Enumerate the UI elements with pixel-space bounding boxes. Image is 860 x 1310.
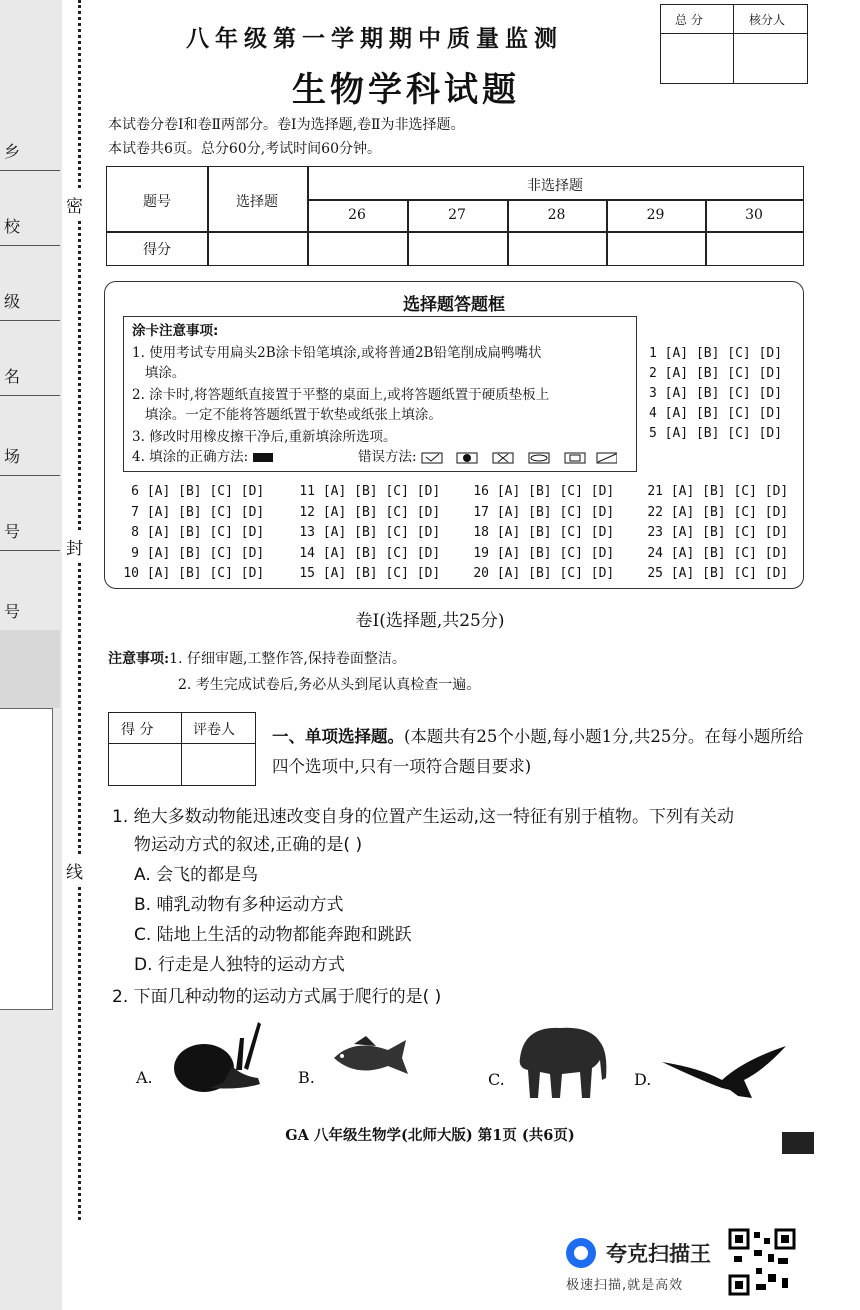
answer-row-20[interactable] [469,566,614,581]
answer-options[interactable]: [A] [B] [C] [D] [664,386,783,401]
question-1-option-a: A. 会飞的都是鸟 [134,865,259,885]
question-1-stem: 1. 绝大多数动物能迅速改变自身的位置产生运动,这一特征有别于植物。下列有关动 [112,807,735,827]
answer-row-12[interactable] [295,505,440,520]
option-b-label: B. [298,1068,315,1087]
snail-icon [170,1018,266,1094]
answer-row-24[interactable] [643,546,788,561]
answer-number: 22 [647,504,663,520]
answer-row-25[interactable] [643,566,788,581]
answer-number: 23 [647,525,663,540]
section-title: 卷Ⅰ(选择题,共25分) [355,611,505,631]
answer-options[interactable]: [A] [B] [C] [D] [146,545,265,561]
answer-number: 17 [473,504,489,520]
answer-number: 7 [131,504,139,520]
answer-number: 3 [649,386,657,401]
answer-number: 10 [123,566,139,581]
page-footer: GA 八年级生物学(北师大版) 第1页 (共6页) [285,1127,575,1144]
answer-row-6[interactable] [119,484,264,499]
subject-title: 生物学科试题 [292,70,520,110]
table-cell: 28 [547,207,566,223]
intro-line: 本试卷共6页。总分60分,考试时间60分钟。 [108,141,381,157]
answer-row-22[interactable] [643,505,788,520]
answer-row-15[interactable] [295,566,440,581]
answer-number: 19 [473,545,489,561]
answer-row-19[interactable] [469,546,614,561]
checker-label: 核分人 [749,13,786,27]
scanner-brand: 夸克扫描王 [606,1242,711,1266]
answer-options[interactable]: [A] [B] [C] [D] [670,566,789,581]
answer-row-14[interactable] [295,546,440,561]
grader-label: 评卷人 [193,722,235,738]
answer-options[interactable]: [A] [B] [C] [D] [496,545,615,561]
correct-fill-icon [253,453,273,462]
answer-options[interactable]: [A] [B] [C] [D] [496,484,615,499]
answer-options[interactable]: [A] [B] [C] [D] [146,484,265,499]
answer-card-title: 选择题答题框 [403,295,505,315]
question-section-heading: 一、单项选择题。(本题共有25个小题,每小题1分,共25分。在每小题所给四个选项中,只有一项符合题目要求) [272,727,804,776]
question-1-stem-cont: 物运动方式的叙述,正确的是( ) [134,835,363,855]
answer-options[interactable]: [A] [B] [C] [D] [322,545,441,561]
answer-row-9[interactable] [119,546,264,561]
fill-correct-label: 4. 填涂的正确方法: [132,447,273,467]
answer-row-7[interactable] [119,505,264,520]
qr-code-icon [728,1228,796,1296]
question-1-option-c: C. 陆地上生活的动物都能奔跑和跳跃 [134,925,412,945]
answer-number: 6 [131,484,139,499]
answer-options[interactable]: [A] [B] [C] [D] [670,504,789,520]
exam-title: 八年级第一学期期中质量监测 [186,25,563,52]
answer-options[interactable]: [A] [B] [C] [D] [664,426,783,441]
fill-wrong-label: 错误方法: [358,447,617,467]
total-score-box [660,4,808,84]
notice-line: 3. 修改时用橡皮擦干净后,重新填涂所选项。 [132,429,397,445]
answer-number: 8 [131,525,139,540]
notes [108,648,406,668]
answer-options[interactable]: [A] [B] [C] [D] [322,504,441,520]
note-line: 1. 仔细审题,工整作答,保持卷面整洁。 [169,651,406,667]
scanner-slogan: 极速扫描,就是高效 [566,1278,684,1293]
option-a-label: A. [136,1068,153,1087]
grader-table [108,712,256,786]
answer-row-21[interactable] [643,484,788,499]
answer-number: 14 [299,545,315,561]
table-cell: 26 [348,207,366,223]
fish-icon [330,1032,410,1082]
seal-char: 封 [66,532,83,561]
answer-number: 25 [647,566,663,581]
answer-number: 15 [299,566,315,581]
answer-options[interactable]: [A] [B] [C] [D] [146,566,265,581]
answer-options[interactable]: [A] [B] [C] [D] [664,346,783,361]
answer-options[interactable]: [A] [B] [C] [D] [664,406,783,421]
fill-notice-box [123,316,637,472]
seal-char: 线 [66,856,83,885]
table-cell: 30 [745,207,763,223]
answer-options[interactable]: [A] [B] [C] [D] [322,525,441,540]
answer-card [104,281,804,589]
answer-options[interactable]: [A] [B] [C] [D] [496,566,615,581]
answer-options[interactable]: [A] [B] [C] [D] [322,484,441,499]
table-cell: 29 [646,207,665,223]
answer-number: 20 [473,566,489,581]
answer-row-3[interactable] [649,386,782,401]
margin-label: 场 [4,447,21,466]
answer-row-5[interactable] [649,426,782,441]
answer-number: 18 [473,525,489,540]
answer-row-10[interactable] [119,566,264,581]
answer-number: 13 [299,525,315,540]
elephant-icon [510,1018,616,1100]
answer-options[interactable]: [A] [B] [C] [D] [664,366,783,381]
margin-box [0,708,53,1010]
seal-char: 密 [66,190,83,219]
answer-options[interactable]: [A] [B] [C] [D] [670,484,789,499]
notice-line: 1. 使用考试专用扁头2B涂卡铅笔填涂,或将普通2B铅笔削成扁鸭嘴状 [132,345,542,361]
answer-number: 24 [647,545,663,561]
answer-row-1[interactable] [649,346,782,361]
question-1-option-d: D. 行走是人独特的运动方式 [134,955,345,975]
answer-number: 11 [299,484,315,499]
total-score-label: 总 分 [675,13,703,27]
notice-line: 2. 涂卡时,将答题纸直接置于平整的桌面上,或将答题纸置于硬质垫板上 [132,387,550,403]
question-2-stem: 2. 下面几种动物的运动方式属于爬行的是( ) [112,987,442,1007]
table-header: 题号 [143,194,171,210]
notice-line: 填涂。 [132,365,186,381]
margin-label: 号 [4,522,21,541]
margin-label: 级 [4,292,21,311]
table-cell: 27 [448,207,466,223]
margin-label: 名 [4,367,21,386]
answer-number: 1 [649,346,657,361]
score-table [106,166,804,266]
answer-number: 2 [649,366,657,381]
answer-options[interactable]: [A] [B] [C] [D] [670,525,789,540]
eagle-icon [660,1040,790,1102]
answer-row-2[interactable] [649,366,782,381]
option-c-label: C. [488,1070,505,1089]
wrong-fill-icons [421,451,617,465]
margin-label: 校 [4,217,21,236]
answer-row-13[interactable] [295,525,440,540]
margin-label: 号 [4,602,21,621]
answer-number: 12 [299,504,315,520]
table-row-label: 得分 [143,242,171,258]
answer-row-16[interactable] [469,484,614,499]
note-line: 2. 考生完成试卷后,务必从头到尾认真检查一遍。 [178,677,481,693]
table-header: 选择题 [236,194,278,210]
margin-shade [0,630,60,708]
question-1-option-b: B. 哺乳动物有多种运动方式 [134,895,344,915]
answer-row-17[interactable] [469,505,614,520]
answer-row-18[interactable] [469,525,614,540]
answer-options[interactable]: [A] [B] [C] [D] [322,566,441,581]
answer-options[interactable]: [A] [B] [C] [D] [670,545,789,561]
answer-options[interactable]: [A] [B] [C] [D] [146,504,265,520]
answer-row-4[interactable] [649,406,782,421]
option-d-label: D. [634,1070,652,1089]
margin-label: 乡 [4,142,21,161]
answer-row-23[interactable] [643,525,788,540]
answer-options[interactable]: [A] [B] [C] [D] [146,525,265,540]
answer-number: 5 [649,426,657,441]
answer-options[interactable]: [A] [B] [C] [D] [496,504,615,520]
corner-mark [782,1132,814,1154]
notice-line: 填涂。一定不能将答题纸置于软垫或纸张上填涂。 [132,407,442,423]
table-header: 非选择题 [527,178,583,194]
answer-options[interactable]: [A] [B] [C] [D] [496,525,615,540]
answer-number: 21 [647,484,663,499]
scanner-logo-icon [566,1238,596,1268]
score-label: 得 分 [121,722,154,738]
answer-number: 9 [131,545,139,561]
notice-title: 涂卡注意事项: [132,323,219,339]
answer-row-11[interactable] [295,484,440,499]
answer-number: 16 [473,484,489,499]
intro-line: 本试卷分卷Ⅰ和卷Ⅱ两部分。卷Ⅰ为选择题,卷Ⅱ为非选择题。 [108,117,465,133]
notes-label: 注意事项: [108,651,170,667]
answer-number: 4 [649,406,657,421]
answer-row-8[interactable] [119,525,264,540]
